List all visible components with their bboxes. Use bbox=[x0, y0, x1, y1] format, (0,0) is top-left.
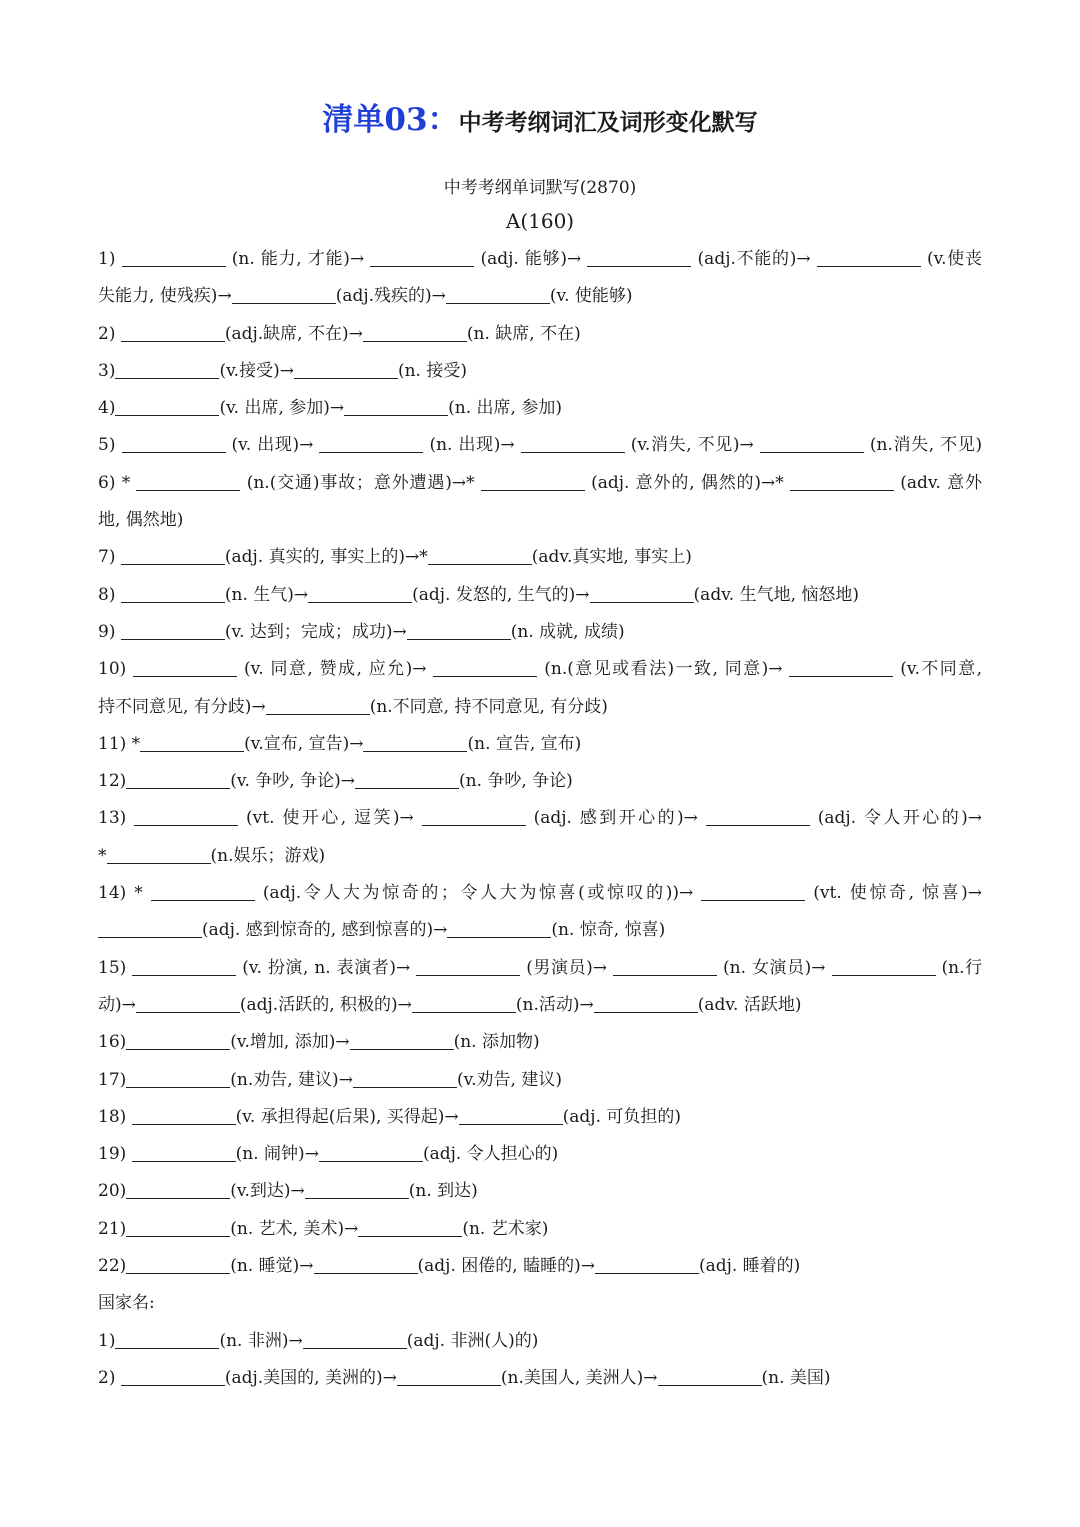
line-text: 14) * bbox=[98, 883, 143, 904]
answer-blank[interactable] bbox=[232, 283, 336, 304]
answer-blank[interactable] bbox=[122, 246, 226, 267]
answer-blank[interactable] bbox=[294, 358, 398, 379]
answer-blank[interactable] bbox=[132, 1141, 236, 1162]
line-text: 地, 偶然地) bbox=[98, 510, 184, 531]
line-text: (adv. 意外 bbox=[900, 472, 982, 493]
line-text: (n. 添加物) bbox=[453, 1032, 540, 1053]
answer-blank[interactable] bbox=[350, 1029, 454, 1050]
line-text: (adj. 发怒的, 生气的)→ bbox=[412, 584, 590, 605]
exercise-line bbox=[98, 800, 982, 837]
line-text: (n. 出现)→ bbox=[429, 435, 515, 456]
line-text: (n. 出席, 参加) bbox=[448, 398, 563, 419]
exercise-line bbox=[98, 987, 982, 1024]
answer-blank[interactable] bbox=[319, 1141, 423, 1162]
line-text: (v. 扮演, n. 表演者)→ bbox=[242, 957, 411, 978]
line-text: (v. 承担得起(后果), 买得起)→ bbox=[235, 1106, 459, 1127]
exercise-line bbox=[98, 763, 982, 800]
answer-blank[interactable] bbox=[136, 470, 240, 491]
line-text: * bbox=[98, 845, 107, 866]
answer-blank[interactable] bbox=[122, 432, 226, 453]
answer-blank[interactable] bbox=[817, 246, 921, 267]
line-text: (n. 非洲)→ bbox=[219, 1330, 303, 1351]
line-text: 11) * bbox=[98, 733, 141, 754]
line-text: (adj. 意外的, 偶然的)→* bbox=[591, 472, 784, 493]
line-text: 持不同意见, 有分歧)→ bbox=[98, 696, 266, 717]
answer-blank[interactable] bbox=[98, 917, 202, 938]
line-text: (adj.残疾的)→ bbox=[335, 286, 446, 307]
answer-blank[interactable] bbox=[446, 283, 550, 304]
line-text: (v. 使能够) bbox=[549, 286, 633, 307]
line-text: (vt. 使惊奇, 惊喜)→ bbox=[813, 883, 982, 904]
line-text: 18) bbox=[98, 1106, 132, 1127]
line-text: (v. 达到；完成；成功)→ bbox=[224, 621, 407, 642]
line-text: (adj.令人大为惊奇的；令人大为惊喜(或惊叹的))→ bbox=[262, 883, 694, 904]
line-text: (adv.真实地, 事实上) bbox=[531, 547, 692, 568]
answer-blank[interactable] bbox=[416, 955, 520, 976]
line-text: (adj.不能的)→ bbox=[697, 249, 811, 269]
line-text: (adj.缺席, 不在)→ bbox=[224, 323, 363, 344]
exercise-line bbox=[98, 577, 982, 614]
line-text: (n. 能力, 才能)→ bbox=[231, 249, 365, 269]
line-text: 13) bbox=[98, 808, 135, 829]
line-text: 4) bbox=[98, 398, 116, 419]
answer-blank[interactable] bbox=[832, 955, 936, 976]
line-text: 21) bbox=[98, 1218, 127, 1239]
answer-blank[interactable] bbox=[363, 321, 467, 342]
answer-blank[interactable] bbox=[358, 1216, 462, 1237]
answer-blank[interactable] bbox=[132, 1104, 236, 1125]
exercise-line bbox=[98, 1024, 982, 1061]
answer-blank[interactable] bbox=[355, 768, 459, 789]
exercise-line bbox=[98, 1248, 982, 1285]
title-highlight: 清单03： bbox=[322, 102, 459, 138]
line-text: 12) bbox=[98, 771, 127, 792]
line-text: (adj. 非洲(人)的) bbox=[406, 1330, 539, 1351]
answer-blank[interactable] bbox=[447, 917, 551, 938]
line-text: (n. 惊奇, 惊喜) bbox=[551, 920, 666, 941]
exercise-line bbox=[98, 278, 982, 315]
answer-blank[interactable] bbox=[587, 246, 691, 267]
line-text: (n.行 bbox=[941, 957, 982, 978]
line-text: 16) bbox=[98, 1032, 127, 1053]
line-text: 1) bbox=[98, 1330, 116, 1351]
answer-blank[interactable] bbox=[789, 656, 893, 677]
answer-blank[interactable] bbox=[107, 843, 211, 864]
answer-blank[interactable] bbox=[344, 395, 448, 416]
answer-blank[interactable] bbox=[140, 731, 244, 752]
line-text: (adj. 感到开心的)→ bbox=[533, 808, 698, 829]
exercise-line bbox=[98, 241, 982, 278]
answer-blank[interactable] bbox=[363, 731, 467, 752]
answer-blank[interactable] bbox=[594, 992, 698, 1013]
exercise-line bbox=[98, 1099, 982, 1136]
line-text: (adv. 生气地, 恼怒地) bbox=[693, 584, 860, 605]
line-text: (n.美国人, 美洲人)→ bbox=[500, 1367, 658, 1388]
exercise-line bbox=[98, 316, 982, 353]
line-text: 6) * bbox=[98, 472, 131, 493]
line-text: (n.(意见或看法)一致, 同意)→ bbox=[544, 659, 783, 680]
answer-blank[interactable] bbox=[433, 656, 537, 677]
line-text: 2) bbox=[98, 1367, 121, 1388]
answer-blank[interactable] bbox=[422, 805, 526, 826]
line-text: 1) bbox=[98, 249, 122, 269]
answer-blank[interactable] bbox=[428, 544, 532, 565]
line-text: (n. 艺术, 美术)→ bbox=[230, 1218, 359, 1239]
line-text: (n. 到达) bbox=[408, 1181, 478, 1202]
answer-blank[interactable] bbox=[407, 619, 511, 640]
answer-blank[interactable] bbox=[151, 880, 255, 901]
answer-blank[interactable] bbox=[126, 768, 230, 789]
line-text: (男演员)→ bbox=[526, 957, 608, 978]
answer-blank[interactable] bbox=[266, 694, 370, 715]
line-text: (n. 女演员)→ bbox=[723, 957, 826, 978]
answer-blank[interactable] bbox=[134, 805, 238, 826]
line-text: 国家名: bbox=[98, 1293, 155, 1314]
line-text: (v.到达)→ bbox=[230, 1181, 305, 1202]
answer-blank[interactable] bbox=[121, 582, 225, 603]
answer-blank[interactable] bbox=[126, 1253, 230, 1274]
answer-blank[interactable] bbox=[701, 880, 805, 901]
exercise-line bbox=[98, 427, 982, 464]
exercise-line bbox=[98, 539, 982, 576]
page-title bbox=[0, 94, 1080, 139]
line-text: (n. 美国) bbox=[761, 1367, 831, 1388]
line-text: (n. 闹钟)→ bbox=[235, 1144, 319, 1165]
line-text: 8) bbox=[98, 584, 121, 605]
line-text: (v. 出席, 参加)→ bbox=[219, 398, 345, 419]
exercise-line bbox=[98, 1285, 982, 1322]
answer-blank[interactable] bbox=[136, 992, 240, 1013]
line-text: 7) bbox=[98, 547, 121, 568]
answer-blank[interactable] bbox=[706, 805, 810, 826]
line-text: (n. 缺席, 不在) bbox=[466, 323, 581, 344]
line-text: (adj. 令人担心的) bbox=[422, 1144, 559, 1165]
answer-blank[interactable] bbox=[133, 656, 237, 677]
exercise-line bbox=[98, 502, 982, 539]
line-text: (v.增加, 添加)→ bbox=[230, 1032, 350, 1053]
line-text: (n. 艺术家) bbox=[462, 1218, 549, 1239]
answer-blank[interactable] bbox=[658, 1365, 762, 1386]
line-text: 动)→ bbox=[98, 994, 136, 1015]
line-text: 9) bbox=[98, 621, 121, 642]
line-text: (n. 生气)→ bbox=[224, 584, 309, 605]
line-text: (v.不同意, bbox=[900, 659, 982, 680]
line-text: (v.宣布, 宣告)→ bbox=[244, 733, 364, 754]
line-text: (n. 争吵, 争论) bbox=[458, 771, 573, 792]
line-text: (n. 睡觉)→ bbox=[230, 1256, 314, 1277]
answer-blank[interactable] bbox=[305, 1178, 409, 1199]
line-text: (adj. 令人开心的)→ bbox=[817, 808, 982, 829]
answer-blank[interactable] bbox=[121, 321, 225, 342]
answer-blank[interactable] bbox=[314, 1253, 418, 1274]
line-text: (n.不同意, 持不同意见, 有分歧) bbox=[369, 696, 608, 717]
exercise-line bbox=[98, 875, 982, 912]
answer-blank[interactable] bbox=[412, 992, 516, 1013]
answer-blank[interactable] bbox=[115, 358, 219, 379]
exercise-line bbox=[98, 950, 982, 987]
answer-blank[interactable] bbox=[132, 955, 236, 976]
answer-blank[interactable] bbox=[397, 1365, 501, 1386]
answer-blank[interactable] bbox=[790, 470, 894, 491]
answer-blank[interactable] bbox=[303, 1328, 407, 1349]
line-text: (adj.活跃的, 积极的)→ bbox=[239, 994, 412, 1015]
exercise-line bbox=[98, 390, 982, 427]
section-heading: A(160) bbox=[505, 209, 575, 233]
exercise-line bbox=[98, 353, 982, 390]
answer-blank[interactable] bbox=[459, 1104, 563, 1125]
answer-blank[interactable] bbox=[308, 582, 412, 603]
line-text: (v. 出现)→ bbox=[231, 435, 314, 456]
exercise-line bbox=[98, 1360, 982, 1397]
answer-blank[interactable] bbox=[590, 582, 694, 603]
line-text: (v. 争吵, 争论)→ bbox=[230, 771, 355, 792]
line-text: 3) bbox=[98, 360, 116, 381]
line-text: (v.接受)→ bbox=[219, 360, 294, 381]
line-text: (n. 宣告, 宣布) bbox=[467, 733, 582, 754]
answer-blank[interactable] bbox=[121, 619, 225, 640]
line-text: (adj. 可负担的) bbox=[562, 1106, 682, 1127]
exercise-line bbox=[98, 1211, 982, 1248]
line-text: 10) bbox=[98, 659, 134, 680]
line-text: (n.消失, 不见) bbox=[869, 435, 982, 456]
answer-blank[interactable] bbox=[481, 470, 585, 491]
answer-blank[interactable] bbox=[121, 1365, 225, 1386]
line-text: (adv. 活跃地) bbox=[697, 994, 802, 1015]
line-text: (adj. 能够)→ bbox=[480, 249, 582, 269]
line-text: (n.劝告, 建议)→ bbox=[230, 1069, 353, 1090]
line-text: (adj. 困倦的, 瞌睡的)→ bbox=[417, 1256, 595, 1277]
line-text: 5) bbox=[98, 435, 116, 456]
line-text: (adj.美国的, 美洲的)→ bbox=[224, 1367, 397, 1388]
line-text: (n.娱乐；游戏) bbox=[210, 845, 326, 866]
line-text: 15) bbox=[98, 957, 127, 978]
exercise-line bbox=[98, 614, 982, 651]
line-text: (n. 成就, 成绩) bbox=[510, 621, 625, 642]
exercise-line bbox=[98, 1136, 982, 1173]
exercise-line bbox=[98, 689, 982, 726]
line-text: (v.劝告, 建议) bbox=[456, 1069, 563, 1090]
line-text: 19) bbox=[98, 1144, 132, 1165]
title-text: 中考考纲词汇及词形变化默写 bbox=[458, 110, 758, 136]
answer-blank[interactable] bbox=[613, 955, 717, 976]
exercise-line bbox=[98, 726, 982, 763]
answer-blank[interactable] bbox=[126, 1029, 230, 1050]
line-text: (vt. 使开心, 逗笑)→ bbox=[246, 808, 414, 829]
answer-blank[interactable] bbox=[126, 1216, 230, 1237]
line-text: (v. 同意, 赞成, 应允)→ bbox=[243, 659, 427, 680]
line-text: 20) bbox=[98, 1181, 127, 1202]
answer-blank[interactable] bbox=[319, 432, 423, 453]
exercise-line bbox=[98, 465, 982, 502]
line-text: (v.使丧 bbox=[926, 249, 982, 269]
answer-blank[interactable] bbox=[521, 432, 625, 453]
line-text: (n.活动)→ bbox=[515, 994, 594, 1015]
answer-blank[interactable] bbox=[121, 544, 225, 565]
answer-blank[interactable] bbox=[126, 1067, 230, 1088]
line-text: 失能力, 使残疾)→ bbox=[98, 286, 232, 307]
answer-blank[interactable] bbox=[595, 1253, 699, 1274]
exercise-line bbox=[98, 1173, 982, 1210]
answer-blank[interactable] bbox=[760, 432, 864, 453]
line-text: 22) bbox=[98, 1256, 127, 1277]
line-text: (adj. 感到惊奇的, 感到惊喜的)→ bbox=[202, 920, 448, 941]
exercise-line bbox=[98, 651, 982, 688]
exercise-list bbox=[98, 241, 982, 1397]
subtitle: 中考考纲单词默写(2870) bbox=[443, 178, 637, 198]
answer-blank[interactable] bbox=[115, 395, 219, 416]
answer-blank[interactable] bbox=[370, 246, 474, 267]
line-text: (n.(交通)事故；意外遭遇)→* bbox=[246, 472, 475, 493]
line-text: (adj. 睡着的) bbox=[698, 1256, 801, 1277]
line-text: 2) bbox=[98, 323, 121, 344]
line-text: (n. 接受) bbox=[397, 360, 467, 381]
answer-blank[interactable] bbox=[126, 1178, 230, 1199]
exercise-line bbox=[98, 1062, 982, 1099]
exercise-line bbox=[98, 912, 982, 949]
line-text: 17) bbox=[98, 1069, 127, 1090]
exercise-line bbox=[98, 1323, 982, 1360]
exercise-line bbox=[98, 838, 982, 875]
answer-blank[interactable] bbox=[115, 1328, 219, 1349]
line-text: (adj. 真实的, 事实上的)→* bbox=[224, 547, 428, 568]
line-text: (v.消失, 不见)→ bbox=[630, 435, 754, 456]
answer-blank[interactable] bbox=[353, 1067, 457, 1088]
